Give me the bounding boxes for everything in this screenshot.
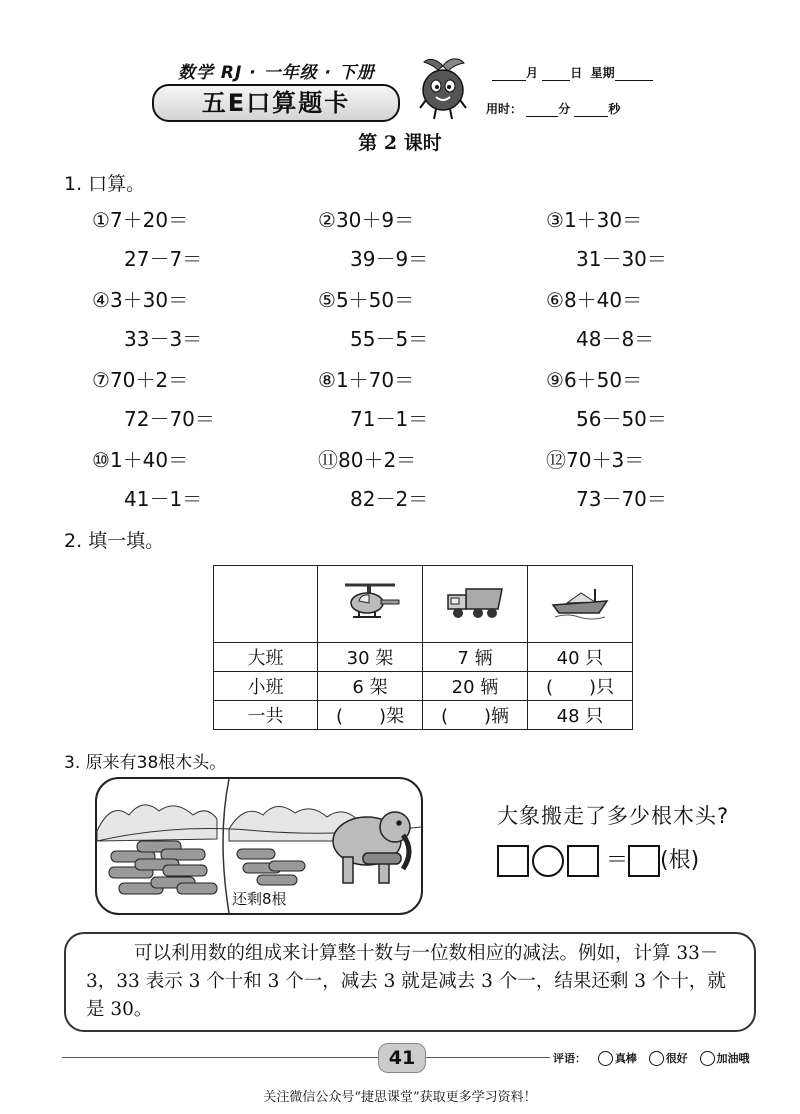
table-cell: 7 辆 — [423, 643, 528, 672]
table-cell: 20 辆 — [423, 672, 528, 701]
problem-11: ⑪80＋2＝ — [318, 448, 417, 472]
mascot-icon — [412, 56, 474, 126]
truck-icon — [423, 566, 528, 643]
unit-label: (根) — [660, 848, 700, 873]
problem-10b: 41－1＝ — [124, 487, 203, 511]
answer-blank-cell[interactable]: ( )辆 — [423, 701, 528, 730]
fill-table — [213, 565, 633, 730]
table-cell: 48 只 — [528, 701, 633, 730]
smile-face-icon[interactable] — [598, 1051, 613, 1066]
problem-6b: 48－8＝ — [576, 327, 655, 351]
problem-10: ⑩1＋40＝ — [92, 448, 189, 472]
lesson-title: 第 2 课时 — [358, 132, 442, 154]
table-cell: 40 只 — [528, 643, 633, 672]
date-fields — [492, 64, 653, 81]
section-3-heading: 3. 原来有38根木头。 — [64, 753, 227, 773]
remaining-label: 还剩8根 — [232, 890, 287, 908]
row-label-total: 一共 — [214, 701, 318, 730]
problem-12: ⑫70＋3＝ — [546, 448, 645, 472]
rating-great: 真棒 — [614, 1052, 637, 1065]
time-label: 用时： — [486, 102, 523, 116]
date-week-label: 星期 — [590, 66, 615, 80]
happy-face-icon[interactable] — [649, 1051, 664, 1066]
table-cell: 30 架 — [318, 643, 423, 672]
footer-rule-left — [62, 1057, 378, 1058]
helicopter-icon — [318, 566, 423, 643]
problem-5: ⑤5＋50＝ — [318, 288, 415, 312]
problem-11b: 82－2＝ — [350, 487, 429, 511]
problem-7: ⑦70＋2＝ — [92, 368, 189, 392]
answer-box[interactable] — [567, 845, 599, 877]
problem-7b: 72－70＝ — [124, 407, 215, 431]
rating-try: 加油哦 — [716, 1052, 750, 1065]
time-sec-label: 秒 — [608, 102, 621, 116]
problem-9: ⑨6＋50＝ — [546, 368, 643, 392]
equation-row — [497, 843, 699, 877]
story-illustration — [95, 777, 423, 915]
cheer-face-icon[interactable] — [700, 1051, 715, 1066]
rating-bar — [553, 1050, 750, 1067]
series-line: 数学 RJ · 一年级 · 下册 — [178, 63, 375, 83]
page-number: 41 — [378, 1043, 426, 1073]
tip-text: 可以利用数的组成来计算整十数与一位数相应的减法。例如，计算 33－3，33 表示 3 个十和 3 个一，减去 3 就是减去 3 个一，结果还剩 3 个十，就是 30。 — [86, 943, 726, 1020]
problem-12b: 73－70＝ — [576, 487, 667, 511]
problem-9b: 56－50＝ — [576, 407, 667, 431]
time-min-label: 分 — [558, 102, 571, 116]
rating-good: 很好 — [665, 1052, 688, 1065]
section-3-question: 大象搬走了多少根木头? — [497, 804, 730, 828]
problem-1b: 27－7＝ — [124, 247, 203, 271]
brand-title: 五E口算题卡 — [201, 89, 351, 117]
footer-note: 关注微信公众号“捷思课堂”获取更多学习资料！ — [263, 1090, 537, 1105]
date-month-label: 月 — [526, 66, 539, 80]
problem-2: ②30＋9＝ — [318, 208, 415, 232]
problem-4b: 33－3＝ — [124, 327, 203, 351]
row-label-big: 大班 — [214, 643, 318, 672]
boat-icon — [528, 566, 633, 643]
answer-blank-cell[interactable]: ( )只 — [528, 672, 633, 701]
tip-box — [64, 932, 756, 1032]
section-2-heading: 2. 填一填。 — [64, 530, 165, 552]
table-cell: 6 架 — [318, 672, 423, 701]
footer-rule-right — [424, 1057, 550, 1058]
problem-6: ⑥8＋40＝ — [546, 288, 643, 312]
section-1-heading: 1. 口算。 — [64, 173, 146, 195]
row-label-small: 小班 — [214, 672, 318, 701]
problem-2b: 39－9＝ — [350, 247, 429, 271]
rating-label: 评语： — [553, 1052, 586, 1065]
answer-box[interactable] — [497, 845, 529, 877]
answer-blank-cell[interactable]: ( )架 — [318, 701, 423, 730]
date-day-label: 日 — [570, 66, 583, 80]
problem-8b: 71－1＝ — [350, 407, 429, 431]
table-corner — [214, 566, 318, 643]
brand-banner — [152, 84, 400, 122]
problem-4: ④3＋30＝ — [92, 288, 189, 312]
time-fields — [486, 100, 620, 117]
problem-8: ⑧1＋70＝ — [318, 368, 415, 392]
problem-1: ①7＋20＝ — [92, 208, 189, 232]
problem-5b: 55－5＝ — [350, 327, 429, 351]
operator-circle[interactable] — [532, 845, 564, 877]
problem-3: ③1＋30＝ — [546, 208, 643, 232]
equals-sign: ＝ — [606, 848, 629, 873]
answer-box[interactable] — [628, 845, 660, 877]
problem-3b: 31－30＝ — [576, 247, 667, 271]
